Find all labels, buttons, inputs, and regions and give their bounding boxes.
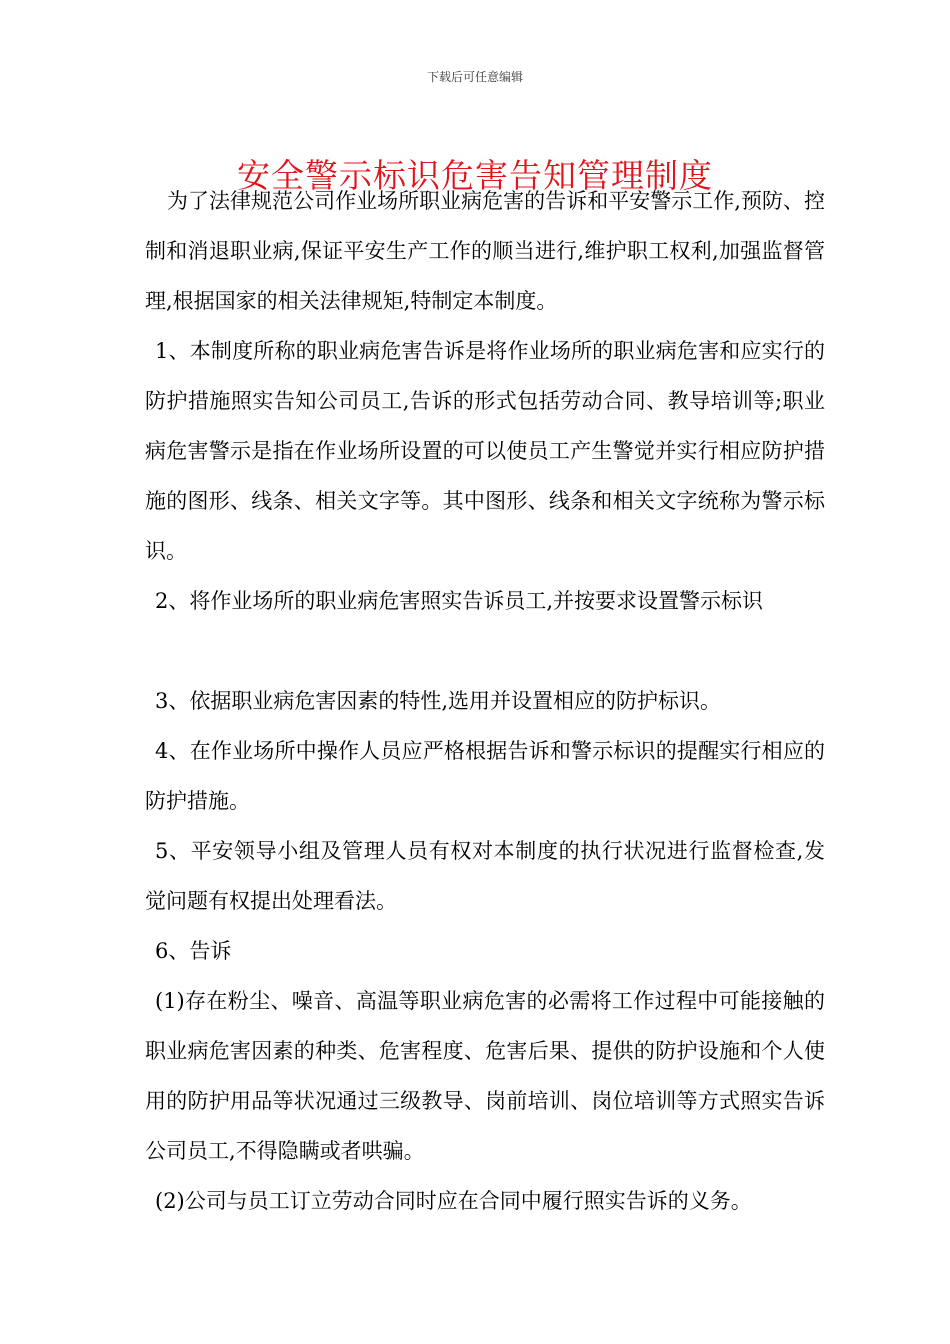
paragraph-item-3: 3、依据职业病危害因素的特性,选用并设置相应的防护标识。 [155, 689, 722, 713]
paragraph-item-6: 6、告诉 [155, 939, 232, 963]
paragraph-item-1: 1、本制度所称的职业病危害告诉是将作业场所的职业病危害和应实行的防护措施照实告知公司员工,告诉的形式包括劳动合同、教导培训等;职业病危害警示是指在作业场所设置的可以使员工产生警觉并实行相应防护措施的图形、线条、相关文字等。其中图形、线条和相关文字统称为警示标识。 [145, 339, 825, 563]
paragraph-item-2: 2、将作业场所的职业病危害照实告诉员工,并按要求设置警示标识 [155, 589, 764, 613]
paragraph-intro: 为了法律规范公司作业场所职业病危害的告诉和平安警示工作,预防、控制和消退职业病,保证平安生产工作的顺当进行,维护职工权利,加强监督管理,根据国家的相关法律规矩,特制定本制度。 [145, 189, 825, 313]
header-note: 下载后可任意编辑 [426, 70, 523, 84]
document-body [145, 176, 825, 1226]
paragraph-item-6-2: (2)公司与员工订立劳动合同时应在合同中履行照实告诉的义务。 [155, 1189, 752, 1213]
paragraph-item-6-1: (1)存在粉尘、噪音、高温等职业病危害的必需将工作过程中可能接触的职业病危害因素的种类、危害程度、危害后果、提供的防护设施和个人使用的防护用品等状况通过三级教导、岗前培训、岗位培训等方式照实告诉公司员工,不得隐瞒或者哄骗。 [145, 989, 825, 1163]
paragraph-item-5: 5、平安领导小组及管理人员有权对本制度的执行状况进行监督检查,发觉问题有权提出处理看法。 [145, 839, 825, 913]
paragraph-item-4: 4、在作业场所中操作人员应严格根据告诉和警示标识的提醒实行相应的防护措施。 [145, 739, 825, 813]
document-title: 安全警示标识危害告知管理制度 [237, 156, 713, 196]
blank-line [145, 626, 825, 676]
